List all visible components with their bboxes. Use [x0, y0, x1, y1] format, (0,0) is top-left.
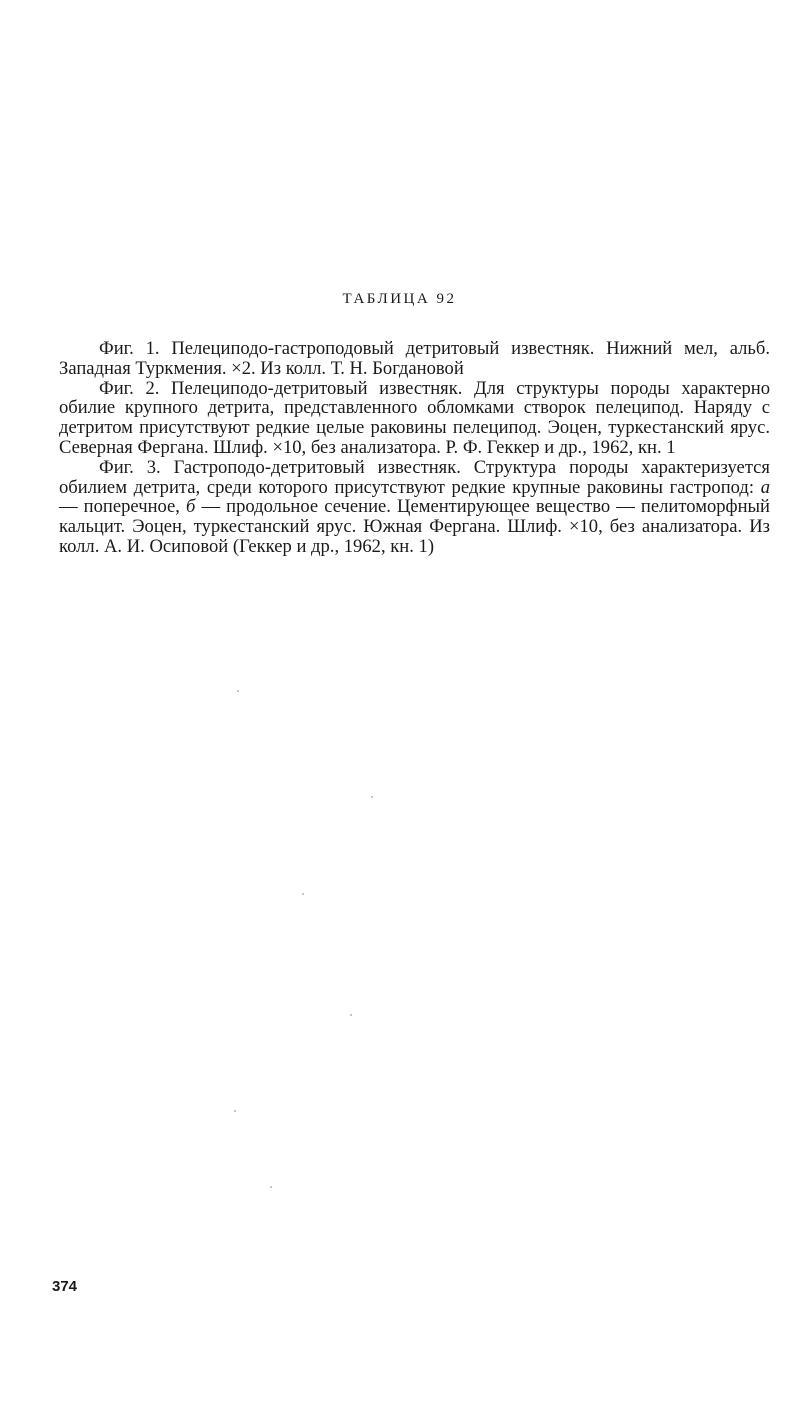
figure-label-1: Фиг. 1. — [99, 338, 160, 359]
scan-speck — [350, 1014, 352, 1016]
figure-captions — [59, 339, 770, 557]
figure-text-3-part-1: Гастроподо-детритовый известняк. Структура породы характеризуется обилием детрита, среди которого присутствуют редкие крупные раковины гастропод: — [59, 456, 770, 498]
page-number: 374 — [52, 1278, 78, 1295]
scan-speck — [234, 1110, 236, 1112]
scan-speck — [237, 690, 239, 692]
scan-speck — [371, 796, 373, 798]
figure-text-3-part-3: — продольное сечение. Цементирующее вещество — пелитоморфный кальцит. Эоцен, туркестанский ярус. Южная Фергана. Шлиф. ×10, без анализатора. Из колл. А. И. Осиповой (Геккер и др., 1962, кн. 1) — [59, 496, 770, 557]
figure-caption-1 — [59, 339, 770, 379]
figure-text-2: Пелециподо-детритовый известняк. Для структуры породы характерно обилие крупного детрита, представленного обломками створок пелеципод. Наряду с детритом присутствуют редкие целые раковины пелеципод. Эоцен, туркестанский ярус. Северная Фергана. Шлиф. ×10, без анализатора. Р. Ф. Геккер и др., 1962, кн. 1 — [59, 377, 770, 458]
figure-label-3: Фиг. 3. — [99, 456, 161, 478]
scan-speck — [270, 1186, 272, 1188]
scan-speck — [302, 893, 304, 895]
figure-text-1: Пелециподо-гастроподовый детритовый известняк. Нижний мел, альб. Западная Туркмения. ×2. Из колл. Т. Н. Богдановой — [59, 338, 770, 379]
figure-text-3-part-2: — поперечное, — [59, 496, 187, 518]
figure-label-2: Фиг. 2. — [99, 377, 160, 399]
figure-caption-2 — [59, 379, 770, 458]
figure-caption-3 — [59, 458, 770, 557]
section-letter-a: а — [760, 476, 770, 498]
section-letter-b: б — [186, 496, 196, 518]
table-title: ТАБЛИЦА 92 — [342, 291, 457, 307]
